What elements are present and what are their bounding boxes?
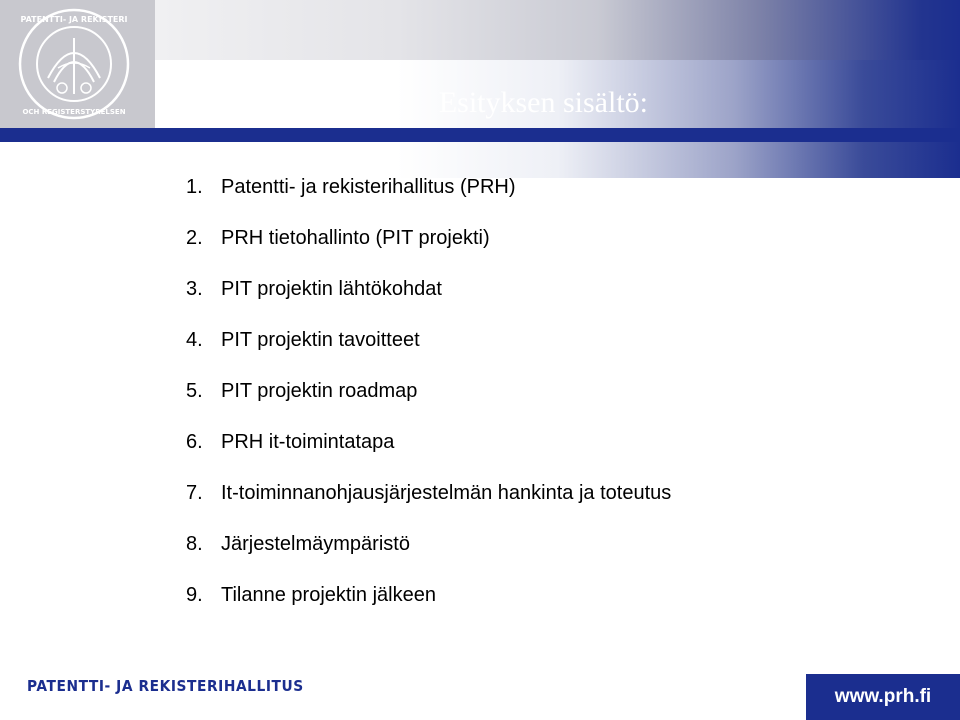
list-item <box>186 329 671 380</box>
prh-seal-logo-icon <box>18 8 130 120</box>
list-item-number: 3. <box>186 278 203 300</box>
footer-url[interactable]: www.prh.fi <box>834 686 932 707</box>
list-item-number: 9. <box>186 584 203 606</box>
page-title: Esityksen sisältö: <box>438 86 648 119</box>
list-item-text: PRH it-toimintatapa <box>221 431 395 453</box>
list-item-text: Patentti- ja rekisterihallitus (PRH) <box>221 176 516 198</box>
list-item <box>186 431 671 482</box>
list-item-number: 2. <box>186 227 203 249</box>
svg-text:PATENTTI- JA REKISTERI: PATENTTI- JA REKISTERI <box>20 15 128 24</box>
list-item <box>186 584 671 635</box>
list-item-number: 7. <box>186 482 203 504</box>
list-item <box>186 176 671 227</box>
list-item-number: 4. <box>186 329 203 351</box>
list-item-text: It-toiminnanohjausjärjestelmän hankinta ja toteutus <box>221 482 672 504</box>
header-blue-rule <box>0 128 960 142</box>
list-item <box>186 533 671 584</box>
list-item <box>186 482 671 533</box>
list-item-number: 1. <box>186 176 203 198</box>
list-item-text: Järjestelmäympäristö <box>221 533 410 555</box>
list-item-text: PRH tietohallinto (PIT projekti) <box>221 227 490 249</box>
list-item-number: 8. <box>186 533 203 555</box>
agenda-list <box>186 176 671 635</box>
list-item-text: PIT projektin tavoitteet <box>221 329 420 351</box>
list-item-number: 6. <box>186 431 203 453</box>
list-item <box>186 278 671 329</box>
list-item-text: PIT projektin roadmap <box>221 380 418 402</box>
logo-panel <box>0 0 155 128</box>
footer-url-box <box>806 674 960 720</box>
list-item <box>186 380 671 431</box>
list-item-number: 5. <box>186 380 203 402</box>
svg-text:OCH REGISTERSTYRELSEN: OCH REGISTERSTYRELSEN <box>22 108 126 116</box>
list-item-text: PIT projektin lähtökohdat <box>221 278 442 300</box>
footer-brand-name: PATENTTI- JA REKISTERIHALLITUS <box>27 677 304 695</box>
list-item-text: Tilanne projektin jälkeen <box>221 584 436 606</box>
list-item <box>186 227 671 278</box>
